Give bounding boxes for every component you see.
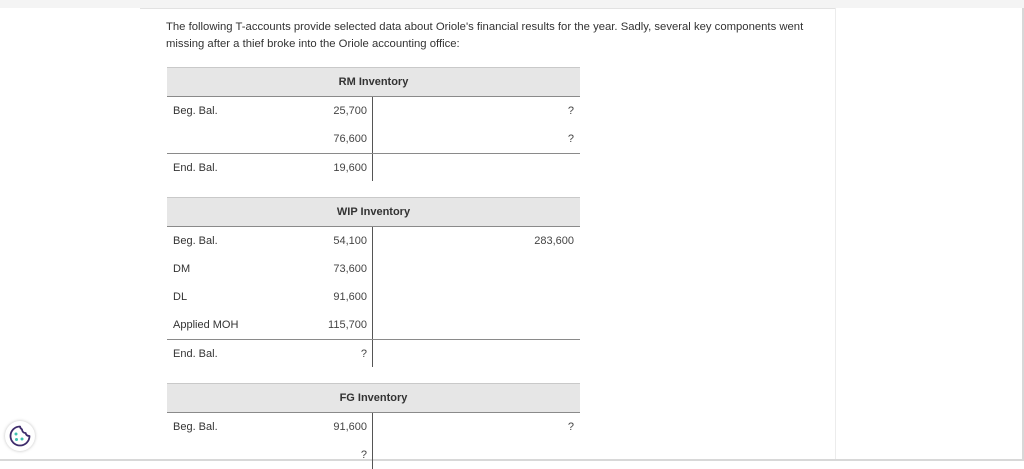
right-panel: [835, 8, 1024, 461]
t-account-row: [167, 339, 580, 368]
intro-text: The following T-accounts provide selected data about Oriole's financial results for the year. Sadly, several key components went missing after a thief broke into the Oriole accounting office:: [166, 21, 804, 50]
left-panel: [0, 8, 140, 461]
t-account-row: [167, 153, 580, 182]
t-account-rm-inventory: [167, 67, 580, 182]
debit-value: 91,600: [333, 291, 367, 303]
t-account-title: WIP Inventory: [167, 197, 580, 227]
debit-value: ?: [360, 449, 367, 461]
row-label: End. Bal.: [173, 348, 218, 360]
debit-value: 19,600: [333, 162, 367, 174]
t-account-row: [167, 125, 580, 153]
t-account-row: [167, 255, 580, 283]
row-label: DL: [173, 291, 188, 303]
t-account-title: FG Inventory: [167, 383, 580, 413]
t-account-title: RM Inventory: [167, 67, 580, 97]
row-label: Applied MOH: [173, 319, 239, 331]
t-account-row: [167, 97, 580, 125]
debit-value: ?: [360, 348, 367, 360]
row-label: DM: [173, 263, 191, 275]
credit-value: ?: [567, 105, 574, 117]
debit-value: 76,600: [333, 133, 367, 145]
debit-value: 73,600: [333, 263, 367, 275]
debit-value: 91,600: [333, 421, 367, 433]
t-account-row: [167, 283, 580, 311]
row-label: Beg. Bal.: [173, 105, 218, 117]
row-label: End. Bal.: [173, 162, 218, 174]
t-account-wip-inventory: [167, 197, 580, 368]
t-account-fg-inventory: [167, 383, 580, 469]
t-account-row: [167, 413, 580, 441]
credit-value: ?: [567, 421, 574, 433]
debit-value: 115,700: [328, 319, 367, 331]
debit-value: 25,700: [333, 105, 367, 117]
row-label: Beg. Bal.: [173, 235, 218, 247]
t-account-row: [167, 227, 580, 255]
cookie-icon: [8, 424, 32, 448]
row-label: Beg. Bal.: [173, 421, 218, 433]
t-account-row: [167, 441, 580, 469]
cookie-settings-button[interactable]: [5, 421, 35, 451]
credit-value: ?: [567, 133, 574, 145]
t-account-row: [167, 311, 580, 339]
credit-value: 283,600: [534, 235, 574, 247]
debit-value: 54,100: [333, 235, 367, 247]
